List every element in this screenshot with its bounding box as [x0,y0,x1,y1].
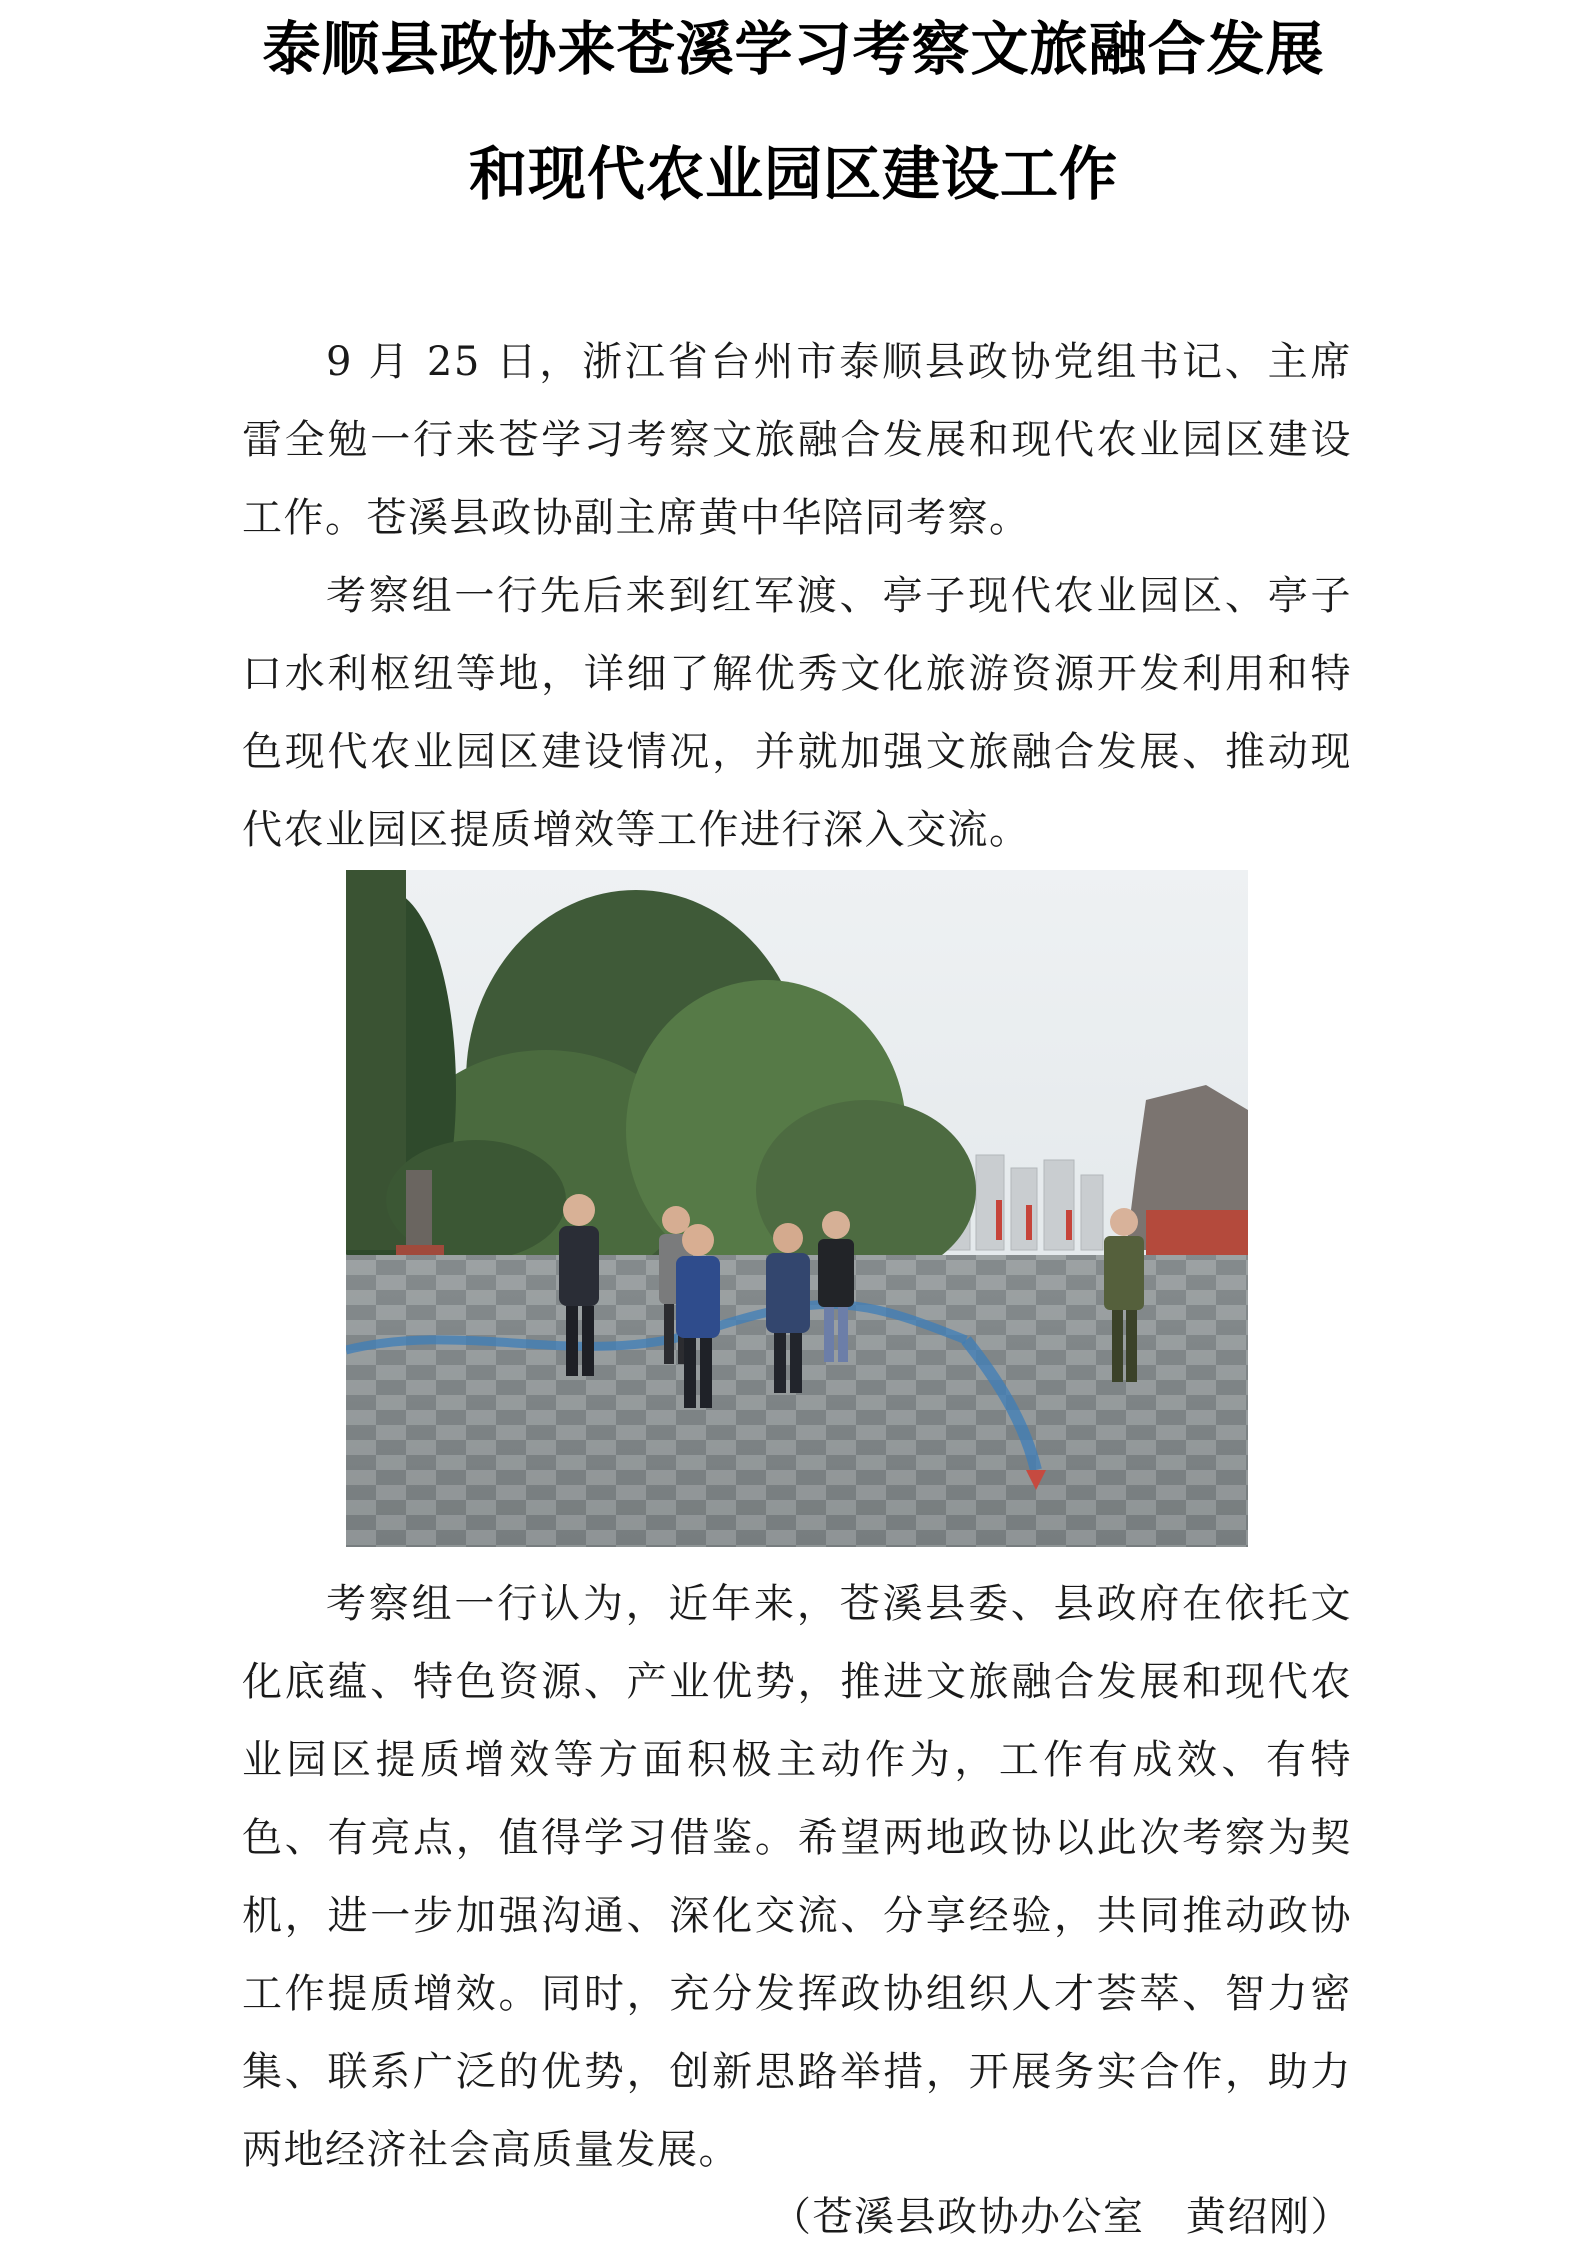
document-title-line-1: 泰顺县政协来苍溪学习考察文旅融合发展 [262,15,1325,83]
paragraph-1: 9 月 25 日，浙江省台州市泰顺县政协党组书记、主席雷全勉一行来苍学习考察文旅融合发展和现代农业园区建设工作。苍溪县政协副主席黄中华陪同考察。 [242,339,1352,541]
paragraph-2: 考察组一行先后来到红军渡、亭子现代农业园区、亭子口水利枢纽等地，详细了解优秀文化旅游资源开发利用和特色现代农业园区建设情况，并就加强文旅融合发展、推动现代农业园区提质增效等工作进行深入交流。 [242,573,1352,853]
document-title-line-2: 和现代农业园区建设工作 [468,140,1118,208]
paragraph-3: 考察组一行认为，近年来，苍溪县委、县政府在依托文化底蕴、特色资源、产业优势，推进文旅融合发展和现代农业园区提质增效等方面积极主动作为，工作有成效、有特色、有亮点，值得学习借鉴。希望两地政协以此次考察为契机，进一步加强沟通、深化交流、分享经验，共同推动政协工作提质增效。同时，充分发挥政协组织人才荟萃、智力密集、联系广泛的优势，创新思路举措，开展务实合作，助力两地经济社会高质量发展。 [242,1581,1352,2173]
paragraph-3-block [242,1565,1352,2189]
inspection-photo [346,870,1248,1547]
paragraph-1-block [242,323,1352,557]
author-signature: （苍溪县政协办公室 黄绍刚） [771,2194,1352,2240]
paragraph-2-block [242,557,1352,869]
